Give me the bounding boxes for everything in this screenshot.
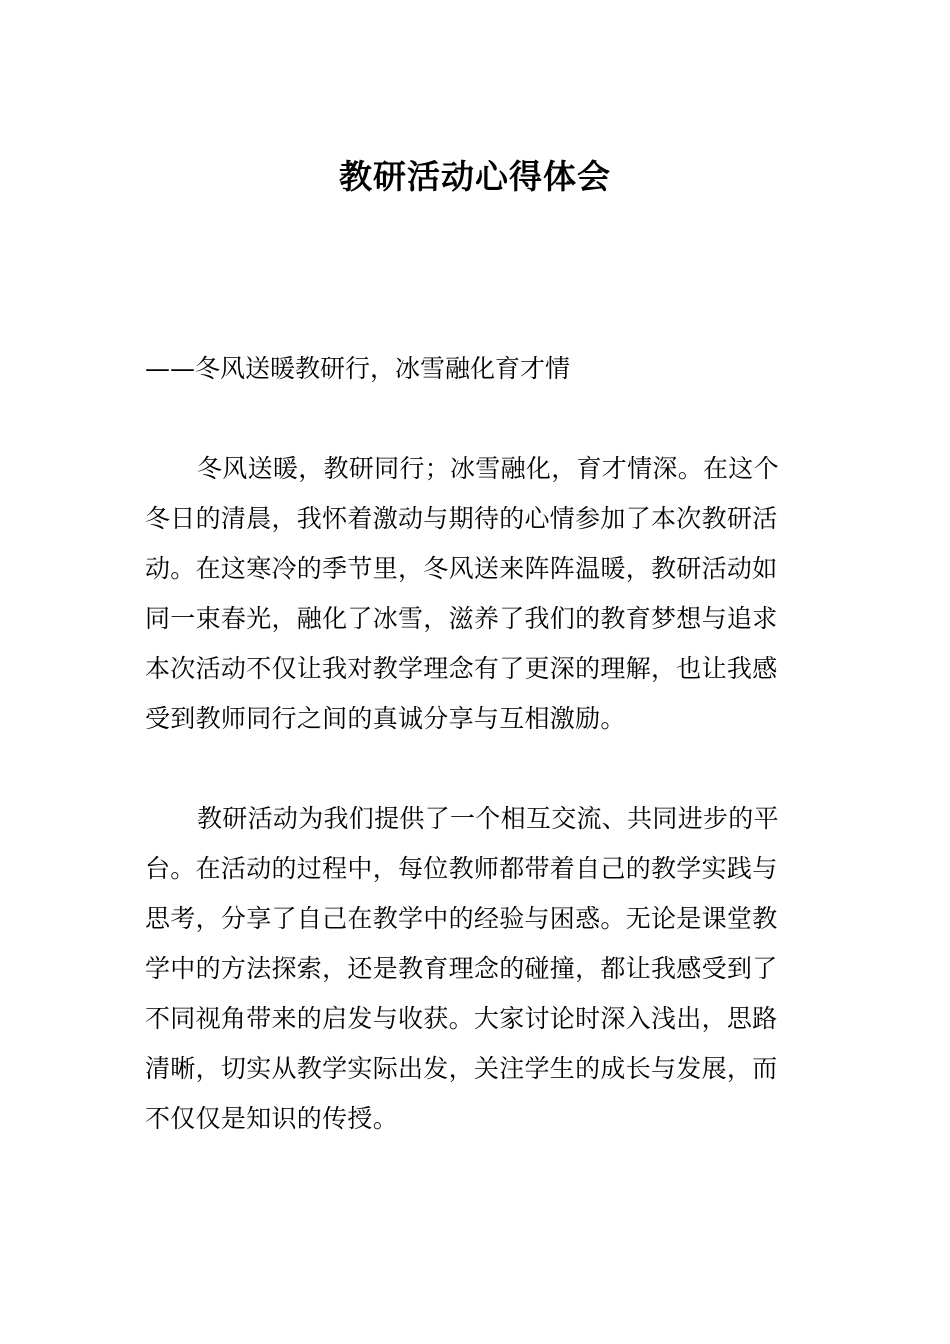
paragraph-2: [145, 794, 810, 1144]
paragraph-line: 动。在这寒冷的季节里，冬风送来阵阵温暖，教研活动如: [145, 554, 778, 583]
paragraph-line: 不同视角带来的启发与收获。大家讨论时深入浅出，思路: [145, 1004, 778, 1033]
paragraph-line: 台。在活动的过程中，每位教师都带着自己的教学实践与: [145, 854, 778, 883]
document-title: 教研活动心得体会: [339, 157, 611, 196]
paragraph-line: 本次活动不仅让我对教学理念有了更深的理解，也让我感: [145, 654, 778, 683]
paragraph-line: 不仅仅是知识的传授。: [145, 1104, 399, 1133]
paragraph-line: 受到教师同行之间的真诚分享与互相激励。: [145, 704, 626, 733]
paragraph-line: 同一束春光，融化了冰雪，滋养了我们的教育梦想与追求: [145, 604, 778, 633]
document-subtitle: ——冬风送暖教研行，冰雪融化育才情: [145, 354, 571, 383]
paragraph-line: 思考，分享了自己在教学中的经验与困惑。无论是课堂教: [145, 904, 778, 933]
paragraph-line: 教研活动为我们提供了一个相互交流、共同进步的平: [197, 804, 779, 833]
paragraph-line: 冬风送暖，教研同行；冰雪融化，育才情深。在这个: [197, 454, 779, 483]
paragraph-line: 冬日的清晨，我怀着激动与期待的心情参加了本次教研活: [145, 504, 778, 533]
paragraph-line: 学中的方法探索，还是教育理念的碰撞，都让我感受到了: [145, 954, 778, 983]
paragraph-1: [145, 444, 810, 744]
paragraph-line: 清晰，切实从教学实际出发，关注学生的成长与发展，而: [145, 1054, 778, 1083]
